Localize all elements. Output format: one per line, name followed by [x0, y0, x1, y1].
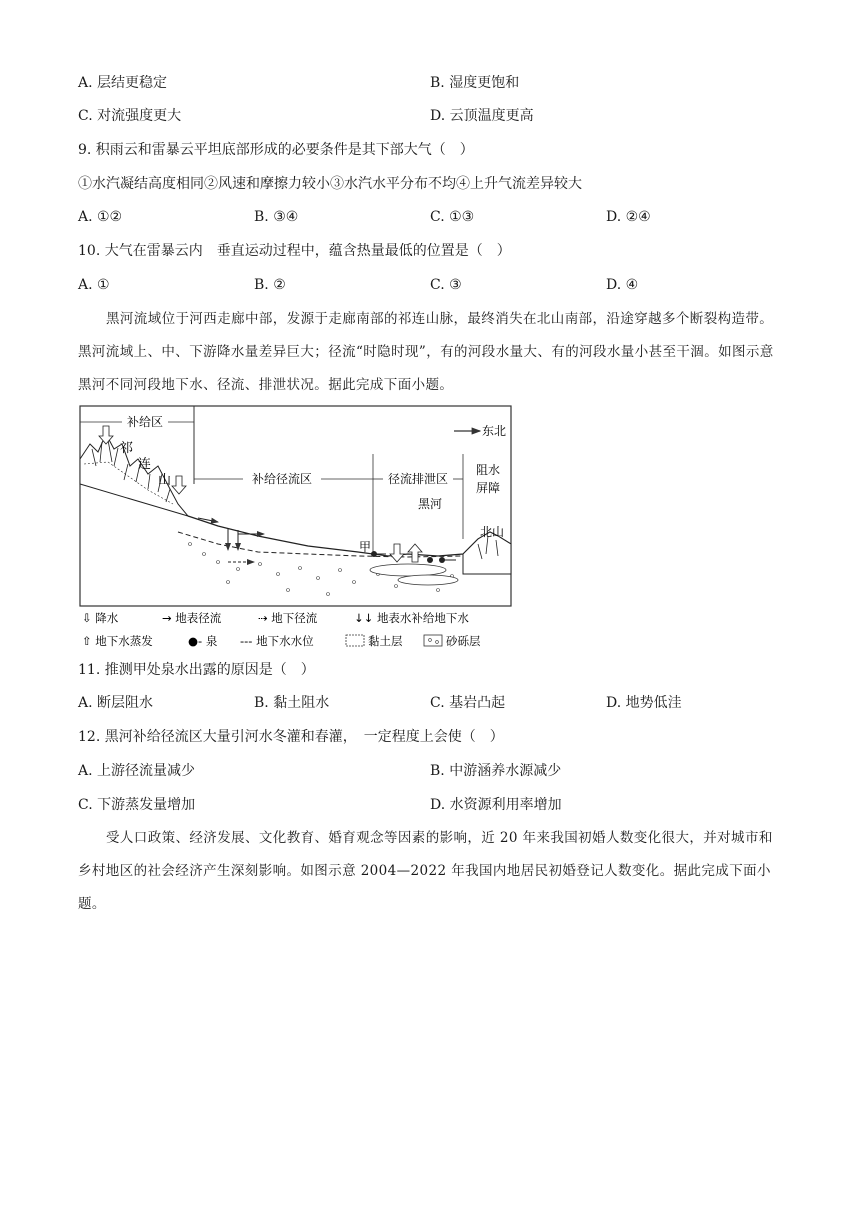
- legend-surface-recharge: ↓↓ 地表水补给地下水: [354, 611, 469, 625]
- q10-option-a: A. ①: [78, 277, 110, 293]
- q11-option-a: A. 断层阻水: [78, 695, 154, 711]
- legend-clay: 黏土层: [368, 634, 403, 648]
- mtn-label-qi: 祁: [120, 441, 134, 456]
- q8-option-d: D. 云顶温度更高: [430, 108, 534, 124]
- q11-stem: 11. 推测甲处泉水出露的原因是（ ）: [78, 662, 315, 678]
- q12-stem: 12. 黑河补给径流区大量引河水冬灌和春灌， 一定程度上会使（ ）: [78, 729, 504, 745]
- legend-water-table: --- 地下水水位: [240, 634, 314, 648]
- mtn-label-lian: 连: [138, 457, 152, 472]
- zone-recharge-label: 补给区: [126, 415, 164, 429]
- mtn-label-shan: 山: [158, 473, 172, 488]
- q11-option-d: D. 地势低洼: [606, 695, 682, 711]
- q9-items: ①水汽凝结高度相同②风速和摩擦力较小③水汽水平分布不均④上升气流差异较大: [78, 176, 582, 192]
- zone-barrier-label-1: 阻水: [475, 463, 501, 477]
- q11-option-b: B. 黏土阻水: [254, 695, 330, 711]
- precip-arrow-1: [99, 426, 113, 444]
- q8-option-b: B. 湿度更饱和: [430, 75, 520, 91]
- heihe-label: 黑河: [418, 497, 443, 511]
- q11-option-c: C. 基岩凸起: [430, 695, 506, 711]
- q8-option-c: C. 对流强度更大: [78, 108, 182, 124]
- legend-ground-runoff: ⇢ 地下径流: [258, 611, 318, 625]
- q9-option-b: B. ③④: [254, 209, 299, 225]
- beishan-label: 北山: [480, 525, 505, 539]
- zone-barrier-label-2: 屏障: [475, 481, 501, 495]
- heihe-groundwater-diagram: [78, 404, 518, 650]
- legend-evap: ⇧ 地下水蒸发: [82, 634, 153, 648]
- q12-option-d: D. 水资源利用率增加: [430, 797, 562, 813]
- q9-stem: 9. 积雨云和雷暴云平坦底部形成的必要条件是其下部大气（ ）: [78, 142, 474, 158]
- legend-precip: ⇩ 降水: [82, 611, 119, 625]
- q9-option-c: C. ①③: [430, 209, 475, 225]
- legend-spring: ●- 泉: [188, 634, 218, 648]
- passage-heihe: 黑河流域位于河西走廊中部，发源于走廊南部的祁连山脉，最终消失在北山南部，沿途穿越多个断裂构造带。黑河流域上、中、下游降水量差异巨大；径流“时隐时现”，有的河段水量大、有的河段水量小甚至干涸。如图示意黑河不同河段地下水、径流、排泄状况。据此完成下面小题。: [78, 311, 774, 393]
- q9-option-d: D. ②④: [606, 209, 651, 225]
- precip-arrow-2: [172, 476, 186, 494]
- point-jia-label: 甲: [359, 540, 372, 554]
- q10-option-b: B. ②: [254, 277, 286, 293]
- q9-option-a: A. ①②: [78, 209, 123, 225]
- q12-option-a: A. 上游径流量减少: [78, 763, 196, 779]
- q10-option-c: C. ③: [430, 277, 462, 293]
- zone-runoff-label: 补给径流区: [251, 472, 313, 486]
- q10-option-d: D. ④: [606, 277, 639, 293]
- legend-gravel: 砂砾层: [446, 634, 481, 648]
- zone-discharge-label: 径流排泄区: [387, 472, 449, 486]
- q12-option-b: B. 中游涵养水源减少: [430, 763, 562, 779]
- q8-option-a: A. 层结更稳定: [78, 75, 168, 91]
- direction-label: 东北: [482, 424, 507, 438]
- passage-marriage: 受人口政策、经济发展、文化教育、婚育观念等因素的影响，近 20 年来我国初婚人数变化很大，并对城市和乡村地区的社会经济产生深刻影响。如图示意 2004—2022 年我国内地居民初婚登记人数变化。据此完成下面小题。: [78, 830, 773, 912]
- q12-option-c: C. 下游蒸发量增加: [78, 797, 196, 813]
- q10-stem: 10. 大气在雷暴云内 垂直运动过程中，蕴含热量最低的位置是（ ）: [78, 243, 511, 259]
- legend-surface-runoff: → 地表径流: [162, 611, 222, 625]
